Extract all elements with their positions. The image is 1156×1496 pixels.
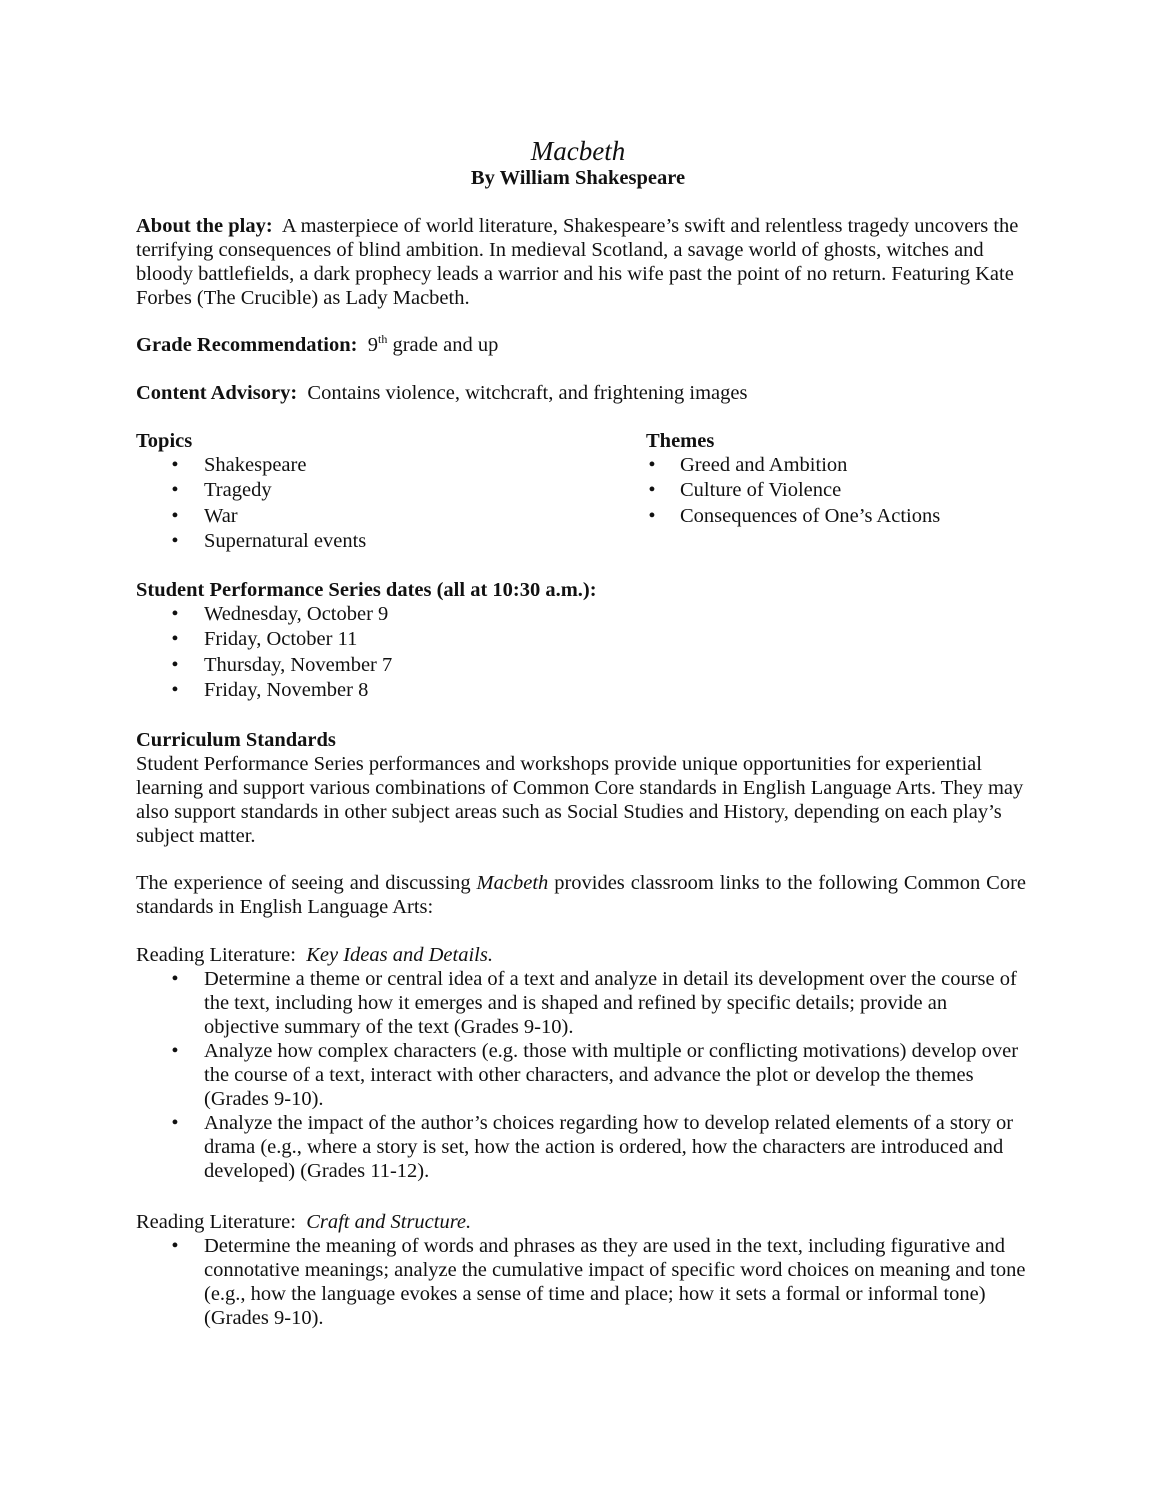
themes-section bbox=[646, 429, 1066, 529]
grade-recommendation bbox=[136, 333, 1026, 357]
byline: By William Shakespeare bbox=[470, 167, 686, 189]
bullet-icon: • bbox=[171, 603, 179, 625]
list-item: • Supernatural events bbox=[136, 529, 616, 553]
topics-section bbox=[136, 429, 616, 554]
reading-category: Key Ideas and Details. bbox=[306, 944, 493, 966]
reading-heading bbox=[136, 1210, 1026, 1234]
dates-section bbox=[136, 578, 1026, 703]
bullet-icon: • bbox=[171, 968, 179, 990]
list-item: • Greed and Ambition bbox=[646, 453, 1066, 477]
reading-heading bbox=[136, 943, 1026, 967]
bullet-icon: • bbox=[648, 454, 656, 476]
curriculum-section bbox=[136, 728, 1026, 848]
bullet-icon: • bbox=[171, 454, 179, 476]
grade-suffix: th bbox=[377, 332, 388, 346]
reading-craft-structure bbox=[136, 1210, 1026, 1330]
bullet-icon: • bbox=[171, 1040, 179, 1062]
advisory-text: Contains violence, witchcraft, and frightening images bbox=[307, 382, 748, 404]
standards-list bbox=[136, 1234, 1026, 1330]
themes-list bbox=[646, 453, 1066, 528]
bullet-icon: • bbox=[648, 479, 656, 502]
experience-after: provides classroom links to the following Common Core standards in English Language Arts: bbox=[136, 872, 1026, 918]
experience-play-title: Macbeth bbox=[476, 872, 549, 894]
page-title: Macbeth bbox=[530, 136, 626, 166]
themes-heading: Themes bbox=[646, 430, 715, 452]
reading-category: Craft and Structure. bbox=[306, 1211, 472, 1233]
list-item: • Determine a theme or central idea of a text and analyze in detail its development over the course of the text, including how it emerges and is shaped and refined by specific details; provide an objective summary of the text (Grades 9-10). bbox=[136, 967, 1026, 1039]
list-item: • Culture of Violence bbox=[646, 478, 1066, 502]
topics-list bbox=[136, 453, 616, 553]
about-paragraph bbox=[136, 214, 1026, 310]
reading-label: Reading Literature: bbox=[136, 944, 296, 966]
grade-label: Grade Recommendation: bbox=[136, 334, 358, 356]
curriculum-heading: Curriculum Standards bbox=[136, 729, 336, 751]
list-item: • Shakespeare bbox=[136, 453, 616, 477]
grade-rest: grade and up bbox=[392, 334, 499, 356]
standards-list bbox=[136, 967, 1026, 1183]
bullet-icon: • bbox=[171, 479, 179, 502]
bullet-icon: • bbox=[171, 1235, 179, 1257]
bullet-icon: • bbox=[648, 504, 656, 527]
reading-label: Reading Literature: bbox=[136, 1211, 296, 1233]
list-item: • Analyze how complex characters (e.g. those with multiple or conflicting motivations) develop over the course of a text, interact with other characters, and advance the plot or develop the themes (Grades 9-10). bbox=[136, 1039, 1026, 1111]
list-item: • Friday, October 11 bbox=[136, 627, 1026, 651]
bullet-icon: • bbox=[171, 653, 179, 676]
list-item: • Consequences of One’s Actions bbox=[646, 504, 1066, 528]
bullet-icon: • bbox=[171, 628, 179, 651]
list-item: • War bbox=[136, 504, 616, 528]
list-item: • Tragedy bbox=[136, 478, 616, 502]
list-item: • Wednesday, October 9 bbox=[136, 602, 1026, 626]
dates-heading: Student Performance Series dates (all at 10:30 a.m.): bbox=[136, 579, 597, 601]
about-label: About the play: bbox=[136, 215, 273, 237]
curriculum-text: Student Performance Series performances and workshops provide unique opportunities for experiential learning and support various combinations of Common Core standards in English Language Arts. They may also support standards in other subject areas such as Social Studies and History, depending on each play’s subject matter. bbox=[136, 753, 1024, 847]
experience-before: The experience of seeing and discussing bbox=[136, 872, 471, 894]
content-advisory bbox=[136, 381, 1026, 405]
reading-key-ideas bbox=[136, 943, 1026, 1183]
list-item: • Analyze the impact of the author’s choices regarding how to develop related elements of a story or drama (e.g., where a story is set, how the action is ordered, how the characters are introduced and developed) (Grades 11-12). bbox=[136, 1111, 1026, 1183]
topics-heading: Topics bbox=[136, 430, 193, 452]
bullet-icon: • bbox=[171, 1112, 179, 1134]
grade-number: 9 bbox=[367, 334, 378, 356]
bullet-icon: • bbox=[171, 529, 179, 552]
experience-paragraph bbox=[136, 871, 1026, 919]
about-text: A masterpiece of world literature, Shakespeare’s swift and relentless tragedy uncovers the terrifying consequences of blind ambition. In medieval Scotland, a savage world of ghosts, witches and bloody battlefields, a dark prophecy leads a warrior and his wife past the point of no return. Featuring Kate Forbes (The Crucible) as Lady Macbeth. bbox=[136, 215, 1019, 309]
list-item: • Determine the meaning of words and phrases as they are used in the text, including figurative and connotative meanings; analyze the cumulative impact of specific word choices on meaning and tone (e.g., how the language evokes a sense of time and place; how it sets a formal or informal tone) (Grades 9-10). bbox=[136, 1234, 1026, 1330]
advisory-label: Content Advisory: bbox=[136, 382, 298, 404]
list-item: • Thursday, November 7 bbox=[136, 653, 1026, 677]
bullet-icon: • bbox=[171, 504, 179, 527]
dates-list bbox=[136, 602, 1026, 702]
list-item: • Friday, November 8 bbox=[136, 678, 1026, 702]
bullet-icon: • bbox=[171, 678, 179, 701]
